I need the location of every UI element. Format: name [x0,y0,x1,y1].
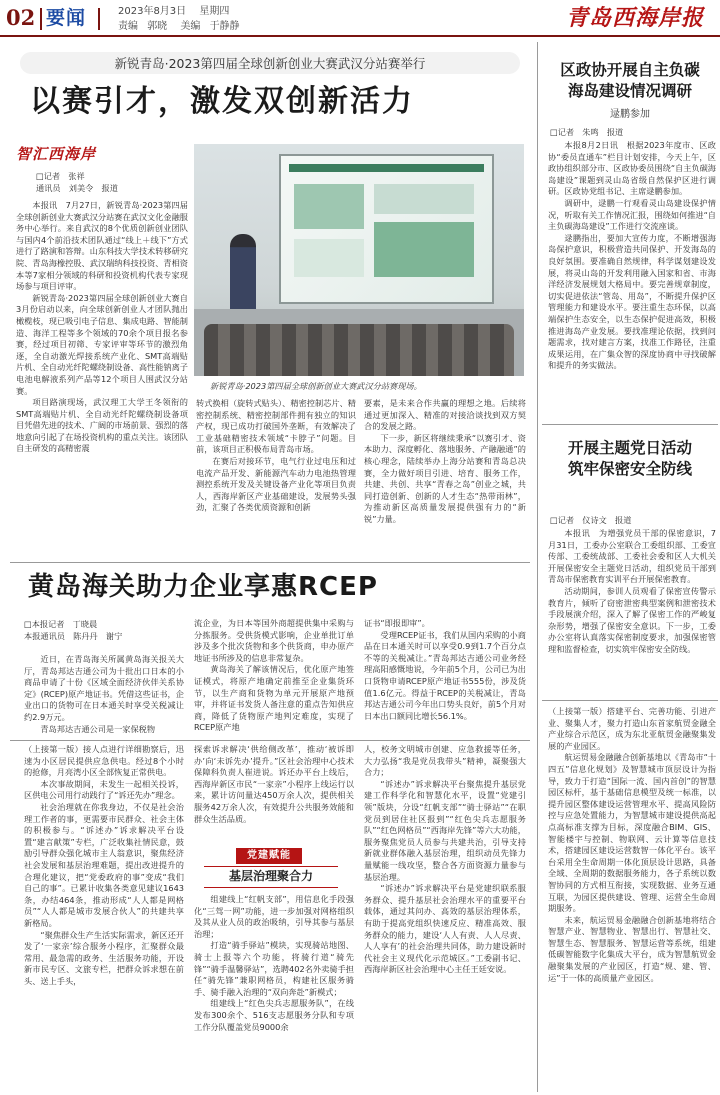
headline-line: 筑牢保密安全防线 [567,460,692,478]
story3-column-2-top [194,744,354,834]
paragraph: “诉述办”诉求解决平台聚焦提升基层党建工作科学化和智慧化水平，设置“党建引领”版块，分设“红帆支部”“骑士驿站”“在职党员到居住社区报到”“红色尖兵志愿服务队”“红色网格员”“西海岸先锋”等六大功能，服务聚焦党员人员参与共建共治，引导支持新就业群体融入基层治理，组织动员先锋力量赋能一线攻坚，整合各方面资源力量参与基层治理。 [364,778,526,882]
issue-date [118,5,229,18]
paragraph: 近日，在青岛海关所属黄岛海关报关大厅，青岛邦达吉通公司为十批出口日本的小商品申请了十份《区域全面经济伙伴关系协定》(RCEP)原产地证书。凭借这些证书，企业出口的货物可在日本通关时享受关税减让约2.9万元。 [24,654,184,722]
paragraph: 打造“骑手驿站”模块，实现骑站地图、骑士上报等六个功能，将骑行道“骑先锋”“骑手温馨驿站”，选聘402名外卖骑手担任“骑先锋”兼职网格员，构建社区服务骑手、骑手融入治理的“双向奔赴”新模式； [194,940,354,997]
headline: 黄岛海关助力企业享惠RCEP [28,572,378,602]
paragraph: 新锐青岛·2023第四届全球创新创业大赛自3月份启动以来，向全球创新创业人才团队抛出橄榄枝，现已吸引电子信息、集成电路、智能制造、海洋工程等多个领域的70余个项目报名参赛，经过项目初筛、专家评审等环节的激烈角逐，全自动激光焊接系统产业化、SMT高端贴片机、全自动光纤陀螺绕制设备、高性能钠离子电池电解液系列产品等12个项目人围武汉分站赛。 [16,292,188,396]
byline-correspondent: 通讯员 刘美令 报道 [36,183,118,193]
paragraph: 证书“即报即审”。 [364,618,430,628]
paper-logo: 青岛西海岸报 [566,5,705,31]
paragraph: 本次事故期间，未发生一起相关投诉，区供电公司用行动践行了“诉还先办”理念。 [24,778,184,801]
paragraph: 本报8月2日讯 根据2023年度市、区政协“委员直通车”栏目计划安排，今天上午，区政协组织部分市、区政协委员围绕“自主负碳海岛建设”课题到灵山岛省级自然保护区进行调研。区政协党组书记、主席逯鹏参加。 [548,140,716,197]
paragraph: 要素，是未来合作共赢的理想之地。后续将通过更加深入、精准的对接洽谈找到双方契合的发展之路。 [364,398,526,432]
paragraph: 探索诉求解决‘供给侧改革’，推动‘被诉即办’向‘未诉先办’提升。”区社会治理中心技术保障科负责人崔进说。诉还办平台上线后，西海岸新区市民“一家亲”小程序上线运行以来，累计访问量达450万余人次，提供相关服务42万余人次，有效提升公共服务效能和群众生活品质。 [194,744,354,824]
story2-column-3 [364,618,526,736]
sidebar-column-rule [537,42,538,1092]
paragraph: 活动期间，参训人员观看了保密宣传警示教育片，倾听了窃密泄密典型案例和泄密技术手段展演介绍，深入了解了保密工作的严峻复杂形势，增强了保密安全意识。下一步，工委办公室将认真落实保密制度要求，加强保密管理和监督检查，切实筑牢保密安全防线。 [548,585,716,654]
page-number: 02 [6,5,36,30]
audience-row [204,324,514,376]
paragraph: （上接第一版）搭建平台、完善功能、引进产业、聚集人才，聚力打造山东首家航贸金融全产业综合示范区，成为东北亚航贸金融聚集发展的产业园区。 [548,706,716,751]
byline-reporter: □记者 张祥 [36,171,85,181]
attendee: 逯鹏参加 [610,109,650,120]
story-rcep [0,564,540,738]
paragraph: “聚焦群众生产生活实际需求，新区还开发了‘一家亲’综合服务小程序，汇聚群众最常用、最急需的政务、生活服务功能，开设新市民专区、文旅专栏，把群众诉求想在前头、送上手头， [24,929,184,986]
kicker: 新锐青岛·2023第四届全球创新创业大赛武汉分站赛举行 [114,56,426,71]
screen-chart-a [294,184,364,229]
byline [36,170,186,194]
story1-column-3 [364,398,526,556]
headline-line: 区政协开展自主负碳 [560,61,700,79]
paragraph: 本报讯 为增强党员干部的保密意识，7月31日，工委办公室联合工委组织部、工委宣传部、工委统战部、工委社会委和区人大机关开展保密安全主题党日活动，组织党员干部到青岛市保密教育实训平台开展保密教育。 [548,528,716,585]
story2-column-1 [24,654,184,736]
paragraph: 组建线上“红色尖兵志愿服务队”，在线发布300余个、516支志愿服务分队和专项工作分队覆盖党员9000余 [194,998,354,1032]
screen-title-bar [289,164,484,172]
side-story-cppcc [542,40,718,420]
column-logo: 智汇西海岸 [16,145,97,163]
story2-column-2 [194,618,354,736]
editor-name: 郭晓 [147,21,168,32]
date-text: 2023年8月3日 [118,6,187,17]
section-rule [542,424,718,425]
section-rule [10,740,530,741]
weekday-text: 星期四 [199,6,230,17]
paragraph: 项目路演现场，武汉理工大学王冬领衔的SMT高端贴片机、全自动光纤陀螺绕制设备项目凭借先进的技术、广阔的市场前景、强烈的落地意向引起了在场投资机构的重点关注。该团队自主研发的高精密震 [16,397,188,454]
screen-chart-b [374,184,474,214]
photo-caption: 新锐青岛·2023第四届全球创新创业大赛武汉分站赛现场。 [210,381,422,391]
side3-text [548,706,716,1092]
paragraph: 下一步，新区将继续秉承“以赛引才、资本助力、深度孵化、落地服务、产融融通”的核心理念，陆续举办上海分站赛和青岛总决赛，全力做好项目引进、培育、服务工作，共建、共创、共享“青春之岛”创业之城，共同打造创新、创新的人才生态“热带雨林”，为推动新区高质量发展提供强有力的“新锐”力量。 [364,432,526,524]
byline [24,618,184,642]
story-photo [194,144,524,376]
story1-column-2 [196,398,356,556]
paragraph: （上接第一版）接人点进行详细勘察后，迅速为小区居民提供应急供电。经过8个小时的抢修，月亮湾小区全部恢复正常供电。 [24,744,184,778]
paragraph: 逯鹏指出，要加大宣传力度，不断增强海岛保护意识，积极营造共同保护、开发海岛的良好氛围。要准确自然规律，科学谋划建设发展，将灵山岛的开发利用融入国家和省、市海洋经济发展规划大格局中。要完善规章制度，切实促进依法“管岛、用岛”，不断提升保护区管理能力和建设水平。要注重生态环保，以高端保护生态安全，以生态保护促进高效，积极推进海岛产业发展。要找准理论依据，找到问题需求，找对建言方案，找准工作路径，注重成果运用，在广集众智的深度协商中寻找破解和提升的务实做法。 [548,232,716,371]
masthead [0,0,720,38]
byline: □记者 仪诗文 报道 [550,515,632,525]
headline [542,438,718,480]
presenter-figure [230,234,256,319]
masthead-rule [0,35,720,37]
screen-chart-c [374,222,474,277]
paragraph: 航运贸易金融融合创新基地以《青岛市“十四五”信息化规划》及智慧城市顶层设计为指导，致力于打造“国际一流、国内首创”的智慧园区标杆，基于基础信息模型及统一标准，以提升园区整体建设运营管理水平、提高风险防控与应急处置能力，为智慧城市建设提供高起点高标准支撑为目标，深度融合BIM、GIS、智能楼宇与控制、物联网、云计算等信息技术，搭建园区建设运营数智一体化平台。该平台采用全生命周期一体化顶层设计思路，具备全域、全周期的数据服务能力，各子系统以数智协同的方式相互衔接，实现数据、业务互通互联，为园区提供建设、管理、运营全生命周期服务。 [548,752,716,914]
side1-text [548,140,716,428]
section-rule [10,562,530,563]
paragraph: 流企业，为日本等国外商超提供集中采购与分拣服务。受供货模式影响，企业单批订单涉及多个批次货物和多个供货商，申办原产地证书所涉及的信息非常复杂。 [194,618,354,663]
headline [542,60,718,102]
paragraph: 青岛邦达吉通公司是一家保税物 [40,723,156,734]
story1-column-1 [16,200,188,556]
paragraph: 未来，航运贸易金融融合创新基地将结合智慧产业、智慧物业、智慧出行、智慧社交、智慧生态、智慧服务、智慧运营等系统，组建低碳智能数字化集成大平台，成为智慧航贸金融聚集发展的产业园区，打造“规、建、管、运”于一体的高质量产业园区。 [548,914,716,983]
headline-line: 开展主题党日活动 [567,439,692,457]
paragraph: 受理RCEP证书，我们从国内采购的小商品在日本通关时可以享受0.9到1.7个百分点不等的关税减让。”青岛邦达吉通公司业务经理高阳感慨地说，今年前5个月，公司已为出口货物申请RCEP原产地证书555份，涉及货值1.6亿元。得益于RCEP的关税减让，青岛邦达吉通公司今年出口势头良好，前5个月对日本出口额同比增长56.1%。 [364,629,526,721]
story-startup-contest [0,40,540,560]
paragraph: 社会治理就在你我身边，不仅是社会治理工作者的事，更需要市民群众、社会主体的积极参与。“诉述办”诉求解决平台设置“建言献策”专栏，广泛收集社情民意，鼓励引导群众强化城市主人翁意识，聚焦经济社会发展和基层治理难题，提出改进提升的合理化建议，把“党委政府的事”变成“我们自己的事”。已累计收集各类意见建议1643条，办结464条，推动形成“人人都是网格员”“人人都是城市发展合伙人”的共建共享新格局。 [24,801,184,928]
editor-label: 责编 [118,21,138,32]
subsection-tag: 党建赋能 [236,848,302,864]
paragraph: 在赛后对接环节，电气行业过电压和过电流产品开发、新能源汽车动力电池热管理测控系统开发及关键设备产业化等项目负责人，西海岸新区产业基础建设，发展势头强劲，汇聚了各类优质资源和创新 [196,455,356,513]
byline: □记者 朱鸣 报道 [550,127,624,137]
masthead-divider [98,8,100,30]
story3-column-2-bottom [194,894,354,1094]
headline: 以赛引才，激发双创新活力 [30,84,414,119]
screen-chart-d [294,239,364,277]
art-editor-label: 美编 [180,21,201,32]
story3-column-3 [364,744,526,1094]
paragraph: 调研中，逯鹏一行观看灵山岛建设保护情况，听取有关工作情况汇报，围绕如何推进“自主负碳海岛建设”工作进行交流座谈。 [548,197,716,232]
paragraph: “诉述办”诉求解决平台是党建织联系服务群众、提升基层社会治理水平的重要平台载体，通过其问办、高效的基层治理体系，有助于提高党组织快速反应、精准高效、服务群众的能力，建设‘人人有责、人人尽责、人人享有’的社会治理共同体，助力建设新时代社会主义现代化示范城区。”工委副书记、西海岸新区社会治理中心主任王廷安说。 [364,883,526,975]
editors-line [118,20,240,33]
section-title: 要闻 [46,7,87,29]
story-social-governance [0,744,540,1095]
paragraph: 转式换相（旋转式贴头）、精密控制芯片、精密控制系统、精密控制部件拥有独立的知识产权，现已成功打破国外垄断，有效解决了工业基础精密技术领域“卡脖子”问题。目前，该项目正积极布局青岛市场。 [196,398,356,455]
masthead-divider [40,8,42,30]
story3-column-1 [24,744,184,1094]
paragraph: 黄岛海关了解该情况后，优化原产地签证模式，将原产地确定前推至企业集货环节，以生产商和货物为单元开展原产地预审，并将证书发货人备注意的重点告知供应商，降低了货物原产地判定难度，实现了RCEP原产地 [194,664,354,733]
paragraph: 人，校务文明城市创建、应急救援等任务，大力弘扬“我是党员我带头”精神，凝聚强大合力； [364,744,526,778]
section-rule [542,700,718,701]
art-editor-name: 于静静 [209,21,240,32]
paragraph: 组建线上“红帆支部”，用信息化手段强化“三驾一网”功能，进一步加强对网格组织及其从业人员的政治吸纳，引导其参与基层治理； [194,894,354,939]
paragraph: 本报讯 7月27日，新锐青岛·2023第四届全球创新创业大赛武汉分站赛在武汉文化金融服务中心举行。来自武汉的8个优质创新创业团队与国内4个前沿技术团队通过“线上＋线下”方式进行了路演和答辩。山东科技大学技术转移研究院、青岛海橡控股、武汉瑞纳科技投资、青相资本等7家相分领域的科研和投资机构代表专家现场参与项目评审。 [16,200,188,292]
byline-reporter: □本报记者 丁晓晨 [24,619,98,629]
headline-line: 海岛建设情况调研 [567,82,692,100]
byline-correspondent: 本报通讯员 陈丹丹 谢宁 [24,631,123,641]
subheading: 基层治理聚合力 [204,866,338,888]
